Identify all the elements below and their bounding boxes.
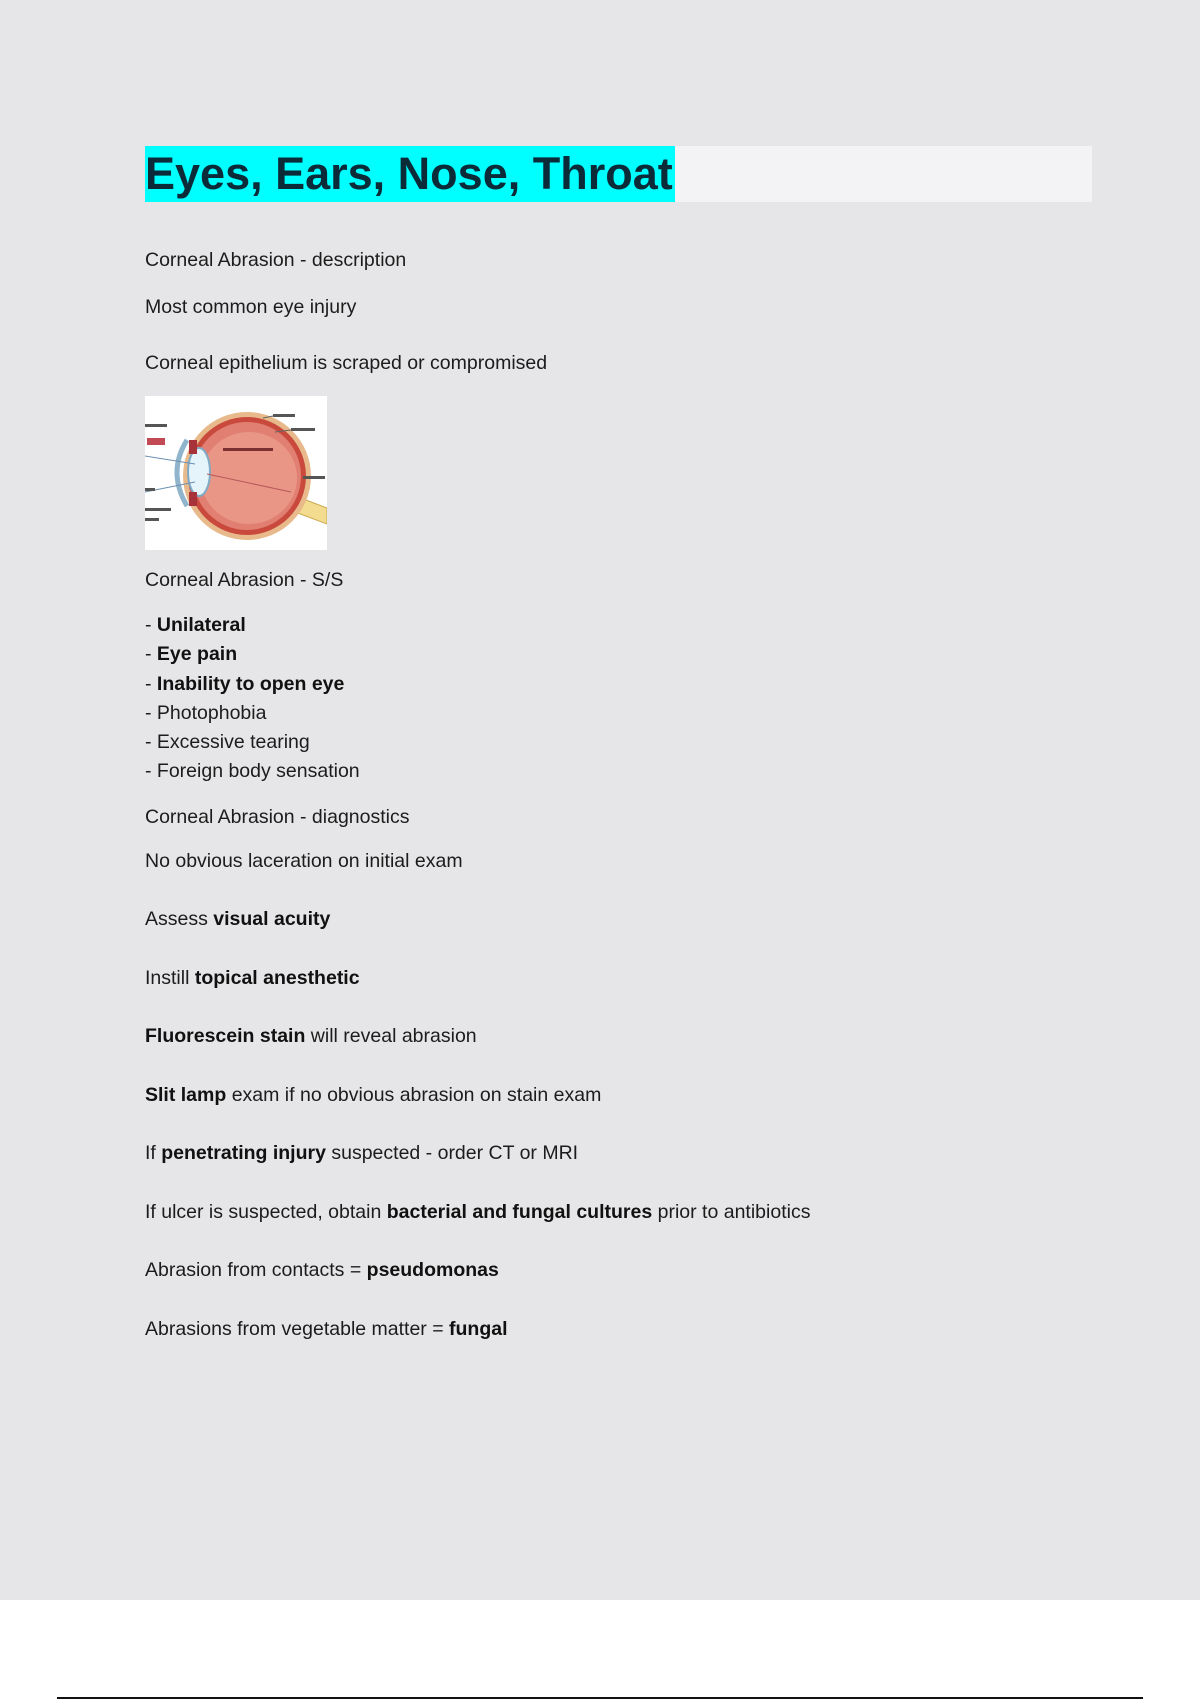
- diagnostic-line: Slit lamp exam if no obvious abrasion on stain exam: [145, 1084, 602, 1106]
- description-line: Most common eye injury: [145, 296, 357, 318]
- diagnostic-line: Abrasions from vegetable matter = fungal: [145, 1318, 508, 1340]
- list-item: - Inability to open eye: [145, 673, 345, 695]
- footer-divider: [57, 1697, 1143, 1699]
- eye-anatomy-icon: [145, 396, 327, 550]
- diagnostic-line: If ulcer is suspected, obtain bacterial and fungal cultures prior to antibiotics: [145, 1201, 811, 1223]
- diagnostic-line: If penetrating injury suspected - order CT or MRI: [145, 1142, 579, 1164]
- diagnostic-line: No obvious laceration on initial exam: [145, 850, 463, 872]
- description-line: Corneal epithelium is scraped or compromised: [145, 352, 548, 374]
- page-title: Eyes, Ears, Nose, Throat: [145, 146, 675, 202]
- list-item: - Eye pain: [145, 643, 238, 665]
- section-heading-ss: Corneal Abrasion - S/S: [145, 569, 344, 591]
- diagnostic-line: Assess visual acuity: [145, 908, 331, 930]
- diagnostic-line: Instill topical anesthetic: [145, 967, 360, 989]
- section-heading-description: Corneal Abrasion - description: [145, 249, 407, 271]
- list-item: - Excessive tearing: [145, 731, 310, 753]
- list-item: - Foreign body sensation: [145, 760, 360, 782]
- list-item: - Photophobia: [145, 702, 267, 724]
- diagnostic-line: Fluorescein stain will reveal abrasion: [145, 1025, 477, 1047]
- section-heading-diagnostics: Corneal Abrasion - diagnostics: [145, 806, 410, 828]
- eye-anatomy-figure: [145, 396, 327, 550]
- list-item: - Unilateral: [145, 614, 246, 636]
- diagnostic-line: Abrasion from contacts = pseudomonas: [145, 1259, 499, 1281]
